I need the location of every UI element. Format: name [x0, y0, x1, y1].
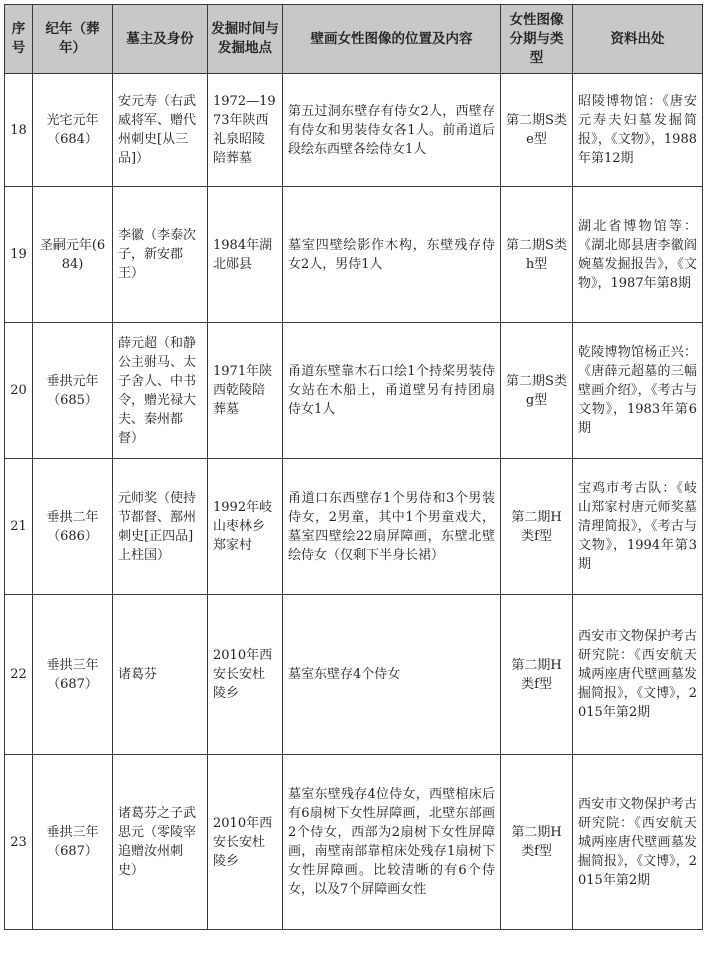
cell-type: 第二期S类e型: [501, 74, 573, 187]
header-no: 序号: [5, 5, 33, 74]
cell-no: 21: [5, 459, 33, 595]
cell-era: 垂拱元年（685）: [33, 323, 113, 459]
cell-content: 墓室四壁绘影作木构，东壁残存侍女2人，男侍1人: [283, 187, 501, 323]
cell-excavation: 1984年湖北郧县: [208, 187, 283, 323]
cell-source: 西安市文物保护考古研究院：《西安航天城两座唐代壁画墓发掘简报》，《文博》，2015年第2期: [573, 595, 703, 755]
cell-source: 湖北省博物馆等：《湖北郧县唐李徽阎婉墓发掘报告》，《文物》，1987年第8期: [573, 187, 703, 323]
header-row: [5, 5, 703, 74]
cell-excavation: 1971年陕西乾陵陪葬墓: [208, 323, 283, 459]
cell-type: 第二期H类f型: [501, 459, 573, 595]
cell-owner: 诸葛芬: [113, 595, 208, 755]
tomb-mural-table: [4, 4, 703, 930]
header-era: 纪年（葬年）: [33, 5, 113, 74]
cell-type: 第二期H类f型: [501, 755, 573, 930]
cell-source: 西安市文物保护考古研究院：《西安航天城两座唐代壁画墓发掘简报》，《文博》，2015年第2期: [573, 755, 703, 930]
cell-content: 墓室东壁残存4位侍女，西壁棺床后有6扇树下女性屏障画，北壁东部画2个侍女，西部为2扇树下女性屏障画，南壁南部靠棺床处残存1扇树下女性屏障画。比较清晰的有6个侍女，以及7个屏障画女性: [283, 755, 501, 930]
cell-source: 宝鸡市考古队：《岐山郑家村唐元师奖墓清理简报》，《考古与文物》，1994年第3期: [573, 459, 703, 595]
header-source: 资料出处: [573, 5, 703, 74]
cell-excavation: 1992年岐山枣林乡郑家村: [208, 459, 283, 595]
table-row: [5, 595, 703, 755]
cell-type: 第二期H类f型: [501, 595, 573, 755]
cell-no: 20: [5, 323, 33, 459]
cell-owner: 李徽（李泰次子，新安郡王）: [113, 187, 208, 323]
cell-era: 垂拱二年（686）: [33, 459, 113, 595]
cell-owner: 薛元超（和静公主驸马、太子舍人、中书令，赠光禄大夫、秦州都督）: [113, 323, 208, 459]
cell-era: 垂拱三年（687）: [33, 595, 113, 755]
header-excavation: 发掘时间与发掘地点: [208, 5, 283, 74]
cell-era: 垂拱三年（687）: [33, 755, 113, 930]
cell-type: 第二期S类g型: [501, 323, 573, 459]
cell-excavation: 2010年西安长安杜陵乡: [208, 595, 283, 755]
cell-content: 甬道口东西壁存1个男侍和3个男装侍女，2男童，其中1个男童戏犬，墓室四壁绘22扇屏障画，东壁北壁绘侍女（仅剩下半身长裙）: [283, 459, 501, 595]
cell-owner: 元师奖（使持节都督、鄯州刺史[正四品]上柱国）: [113, 459, 208, 595]
cell-no: 19: [5, 187, 33, 323]
cell-source: 昭陵博物馆：《唐安元寿夫妇墓发掘简报》，《文物》，1988年第12期: [573, 74, 703, 187]
cell-excavation: 1972—1973年陕西礼泉昭陵陪葬墓: [208, 74, 283, 187]
cell-source: 乾陵博物馆杨正兴：《唐薛元超墓的三幅壁画介绍》，《考古与文物》，1983年第6期: [573, 323, 703, 459]
cell-type: 第二期S类h型: [501, 187, 573, 323]
table-row: [5, 755, 703, 930]
cell-content: 墓室东壁存4个侍女: [283, 595, 501, 755]
table-row: [5, 459, 703, 595]
cell-era: 光宅元年（684）: [33, 74, 113, 187]
cell-content: 第五过洞东壁存有侍女2人，西壁存有侍女和男装侍女各1人。前甬道后段绘东西壁各绘侍女1人: [283, 74, 501, 187]
table-row: [5, 187, 703, 323]
cell-no: 18: [5, 74, 33, 187]
table-row: [5, 323, 703, 459]
cell-era: 圣嗣元年(684): [33, 187, 113, 323]
header-owner: 墓主及身份: [113, 5, 208, 74]
header-content: 壁画女性图像的位置及内容: [283, 5, 501, 74]
cell-content: 甬道东壁靠木石口绘1个持桨男装侍女站在木船上，甬道壁另有持团扇侍女1人: [283, 323, 501, 459]
cell-no: 23: [5, 755, 33, 930]
cell-excavation: 2010年西安长安杜陵乡: [208, 755, 283, 930]
cell-owner: 诸葛芬之子武思元（零陵宰追赠汝州刺史）: [113, 755, 208, 930]
header-type: 女性图像分期与类型: [501, 5, 573, 74]
cell-owner: 安元寿（右武威将军、赠代州刺史[从三品]）: [113, 74, 208, 187]
cell-no: 22: [5, 595, 33, 755]
table-row: [5, 74, 703, 187]
